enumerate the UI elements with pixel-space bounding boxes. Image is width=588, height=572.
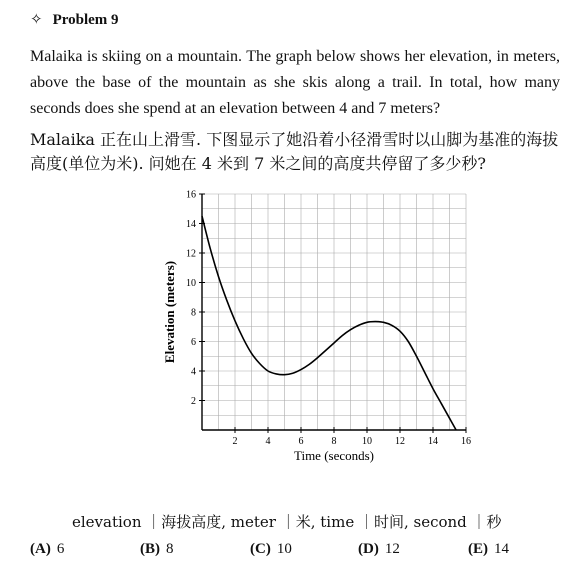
y-tick-label: 6 [191, 337, 196, 348]
problem-text-english: Malaika is skiing on a mountain. The graph below shows her elevation, in meters, above the base of the mountain as she skis along a trail. In total, how many seconds does she spend at an elevation between 4 and 7 meters? [30, 48, 560, 117]
choice-c-label: (C) [250, 541, 271, 557]
choice-a[interactable] [30, 541, 64, 558]
choice-d-value: 12 [384, 541, 400, 557]
chart-grid [202, 194, 466, 430]
diamond-icon: ✧ [30, 12, 43, 28]
chart-tick-labels [186, 190, 471, 448]
y-axis-label: Elevation (meters) [162, 260, 177, 364]
choice-c[interactable] [250, 541, 292, 558]
x-tick-label: 4 [265, 436, 271, 447]
y-tick-label: 4 [191, 366, 196, 378]
choice-e-value: 14 [494, 541, 509, 557]
problem-title: Problem 9 [52, 12, 119, 28]
x-tick-label: 8 [331, 436, 337, 447]
y-tick-label: 16 [186, 189, 196, 201]
choice-b-label: (B) [140, 541, 160, 557]
x-tick-label: 10 [362, 436, 372, 447]
choice-d[interactable] [358, 541, 400, 558]
choice-c-value: 10 [276, 541, 292, 557]
elevation-chart-svg [160, 184, 471, 466]
y-tick-label: 8 [191, 307, 196, 319]
x-tick-label: 2 [232, 436, 238, 447]
choice-e[interactable] [468, 541, 509, 558]
y-tick-label: 10 [186, 278, 196, 289]
problem-text-chinese: Malaika 正在山上滑雪. 下图显示了她沿着小径滑雪时以山脚为基准的海拔高度(单位为米). 问她在 4 米到 7 米之间的高度共停留了多少秒? [30, 130, 559, 173]
choice-b-value: 8 [166, 541, 174, 557]
chart-axes [199, 194, 466, 433]
x-tick-label: 16 [461, 436, 471, 447]
y-tick-label: 12 [186, 248, 196, 260]
vocabulary-line: elevation ｜海拔高度, meter ｜米, time ｜时间, second ｜秒 [72, 513, 502, 531]
choice-a-value: 6 [56, 541, 65, 557]
y-tick-label: 2 [191, 396, 196, 407]
elevation-curve [202, 216, 456, 430]
problem-header [30, 10, 119, 29]
x-tick-label: 14 [428, 436, 438, 447]
x-axis-label: Time (seconds) [293, 448, 375, 463]
choice-e-label: (E) [468, 541, 488, 557]
y-tick-label: 14 [186, 219, 196, 230]
x-tick-label: 12 [395, 436, 405, 447]
choice-d-label: (D) [358, 541, 379, 557]
elevation-graph [160, 184, 471, 471]
x-tick-label: 6 [298, 436, 304, 447]
choice-b[interactable] [140, 541, 174, 558]
choice-a-label: (A) [30, 541, 51, 557]
